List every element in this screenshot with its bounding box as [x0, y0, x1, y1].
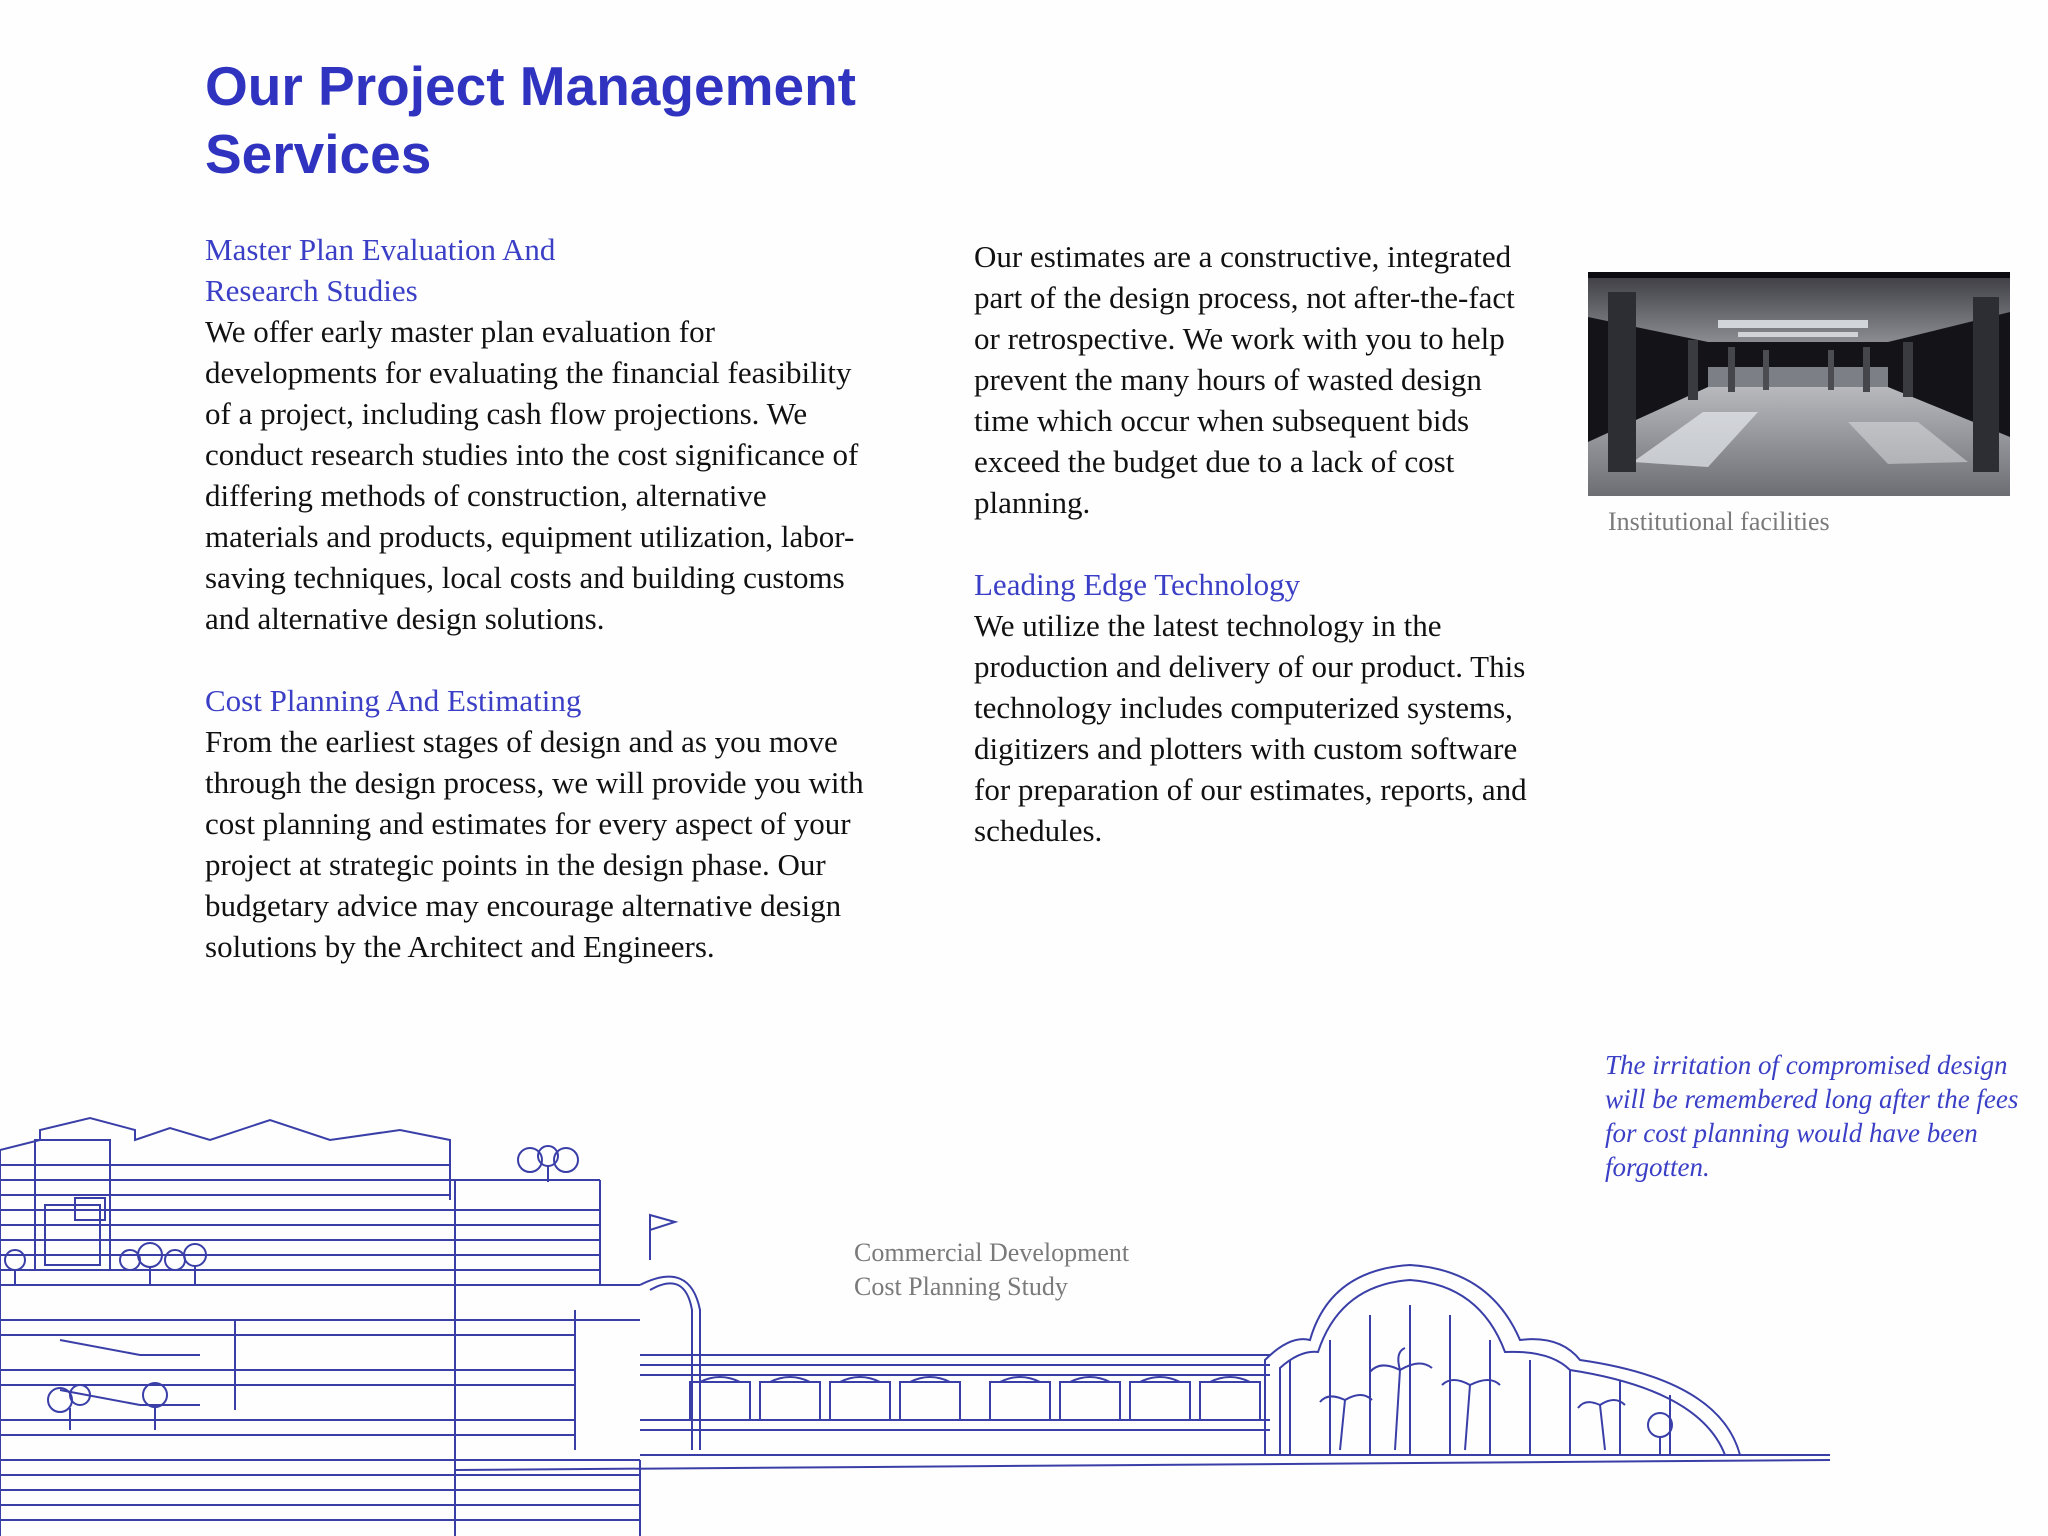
- cost-planning-body: From the earliest stages of design and as you move through the design process, we will provide you with cost planning and estimates for every aspect of your project at strategic points in the design phase. Our budgetary advice may encourage alternative design solutions by the Architect and Engineers.: [205, 724, 864, 964]
- technology-heading: Leading Edge Technology: [974, 567, 1301, 602]
- commercial-development-elevation-drawing: [0, 1110, 1840, 1536]
- technology-body: We utilize the latest technology in the production and delivery of our product. This technology includes computerized systems, digitizers and plotters with custom software for preparation of our estimates, reports, and schedules.: [974, 608, 1527, 848]
- ground-line: [455, 1460, 1830, 1470]
- section-spacer: [974, 523, 1534, 564]
- institutional-facility-photo: [1588, 272, 2010, 496]
- domed-conservatory: [1265, 1265, 1740, 1455]
- estimates-body: Our estimates are a constructive, integrated part of the design process, not after-the-fact or retrospective. We work with you to help prevent the many hours of wasted design time which occur when subsequent bids exceed the budget due to a lack of cost planning.: [974, 239, 1515, 520]
- master-plan-body: We offer early master plan evaluation for developments for evaluating the financial feasibility of a project, including cash flow projections. We conduct research studies into the cost significance of differing methods of construction, alternative materials and products, equipment utilization, labor-saving techniques, local costs and building customs and alternative design solutions.: [205, 314, 859, 636]
- section-spacer: [205, 639, 865, 680]
- master-plan-heading-line2: Research Studies: [205, 273, 418, 308]
- page-title: Our Project Management Services: [205, 55, 856, 185]
- facility-interior-image: [1588, 272, 2010, 496]
- tree-icons: [5, 1146, 578, 1430]
- pull-quote: The irritation of compromised design will be remembered long after the fees for cost planning would have been forgotten.: [1605, 1050, 2019, 1182]
- connecting-mall: [640, 1355, 1830, 1455]
- photo-caption: Institutional facilities: [1608, 507, 1830, 536]
- left-building: [0, 1118, 700, 1536]
- left-column: [205, 229, 865, 967]
- master-plan-heading-line1: Master Plan Evaluation And: [205, 232, 556, 267]
- drawing-caption-line2: Cost Planning Study: [854, 1272, 1068, 1301]
- middle-column: [974, 236, 1534, 851]
- drawing-caption-line1: Commercial Development: [854, 1238, 1130, 1267]
- cost-planning-heading: Cost Planning And Estimating: [205, 683, 582, 718]
